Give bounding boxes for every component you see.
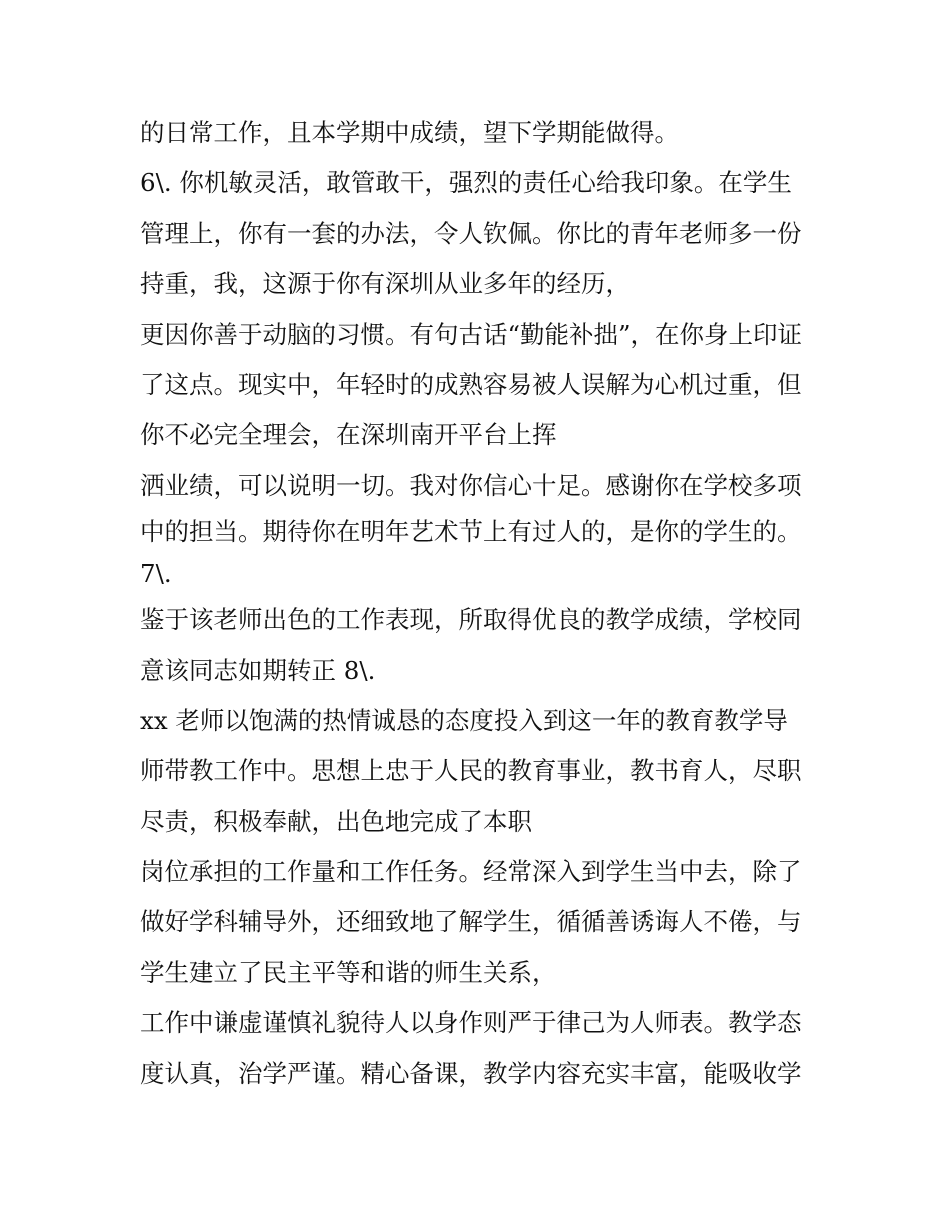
text-line: 管理上，你有一套的办法，令人钦佩。你比的青年老师多一份 [140, 218, 802, 248]
text-line: 更因你善于动脑的习惯。有句古话“勤能补拙”，在你身上印证 [140, 319, 803, 349]
text-line: 做好学科辅导外，还细致地了解学生，循循善诱诲人不倦，与 [140, 907, 802, 937]
text-line: 意该同志如期转正 8\. [140, 655, 376, 685]
text-line: 6\. 你机敏灵活，敢管敢干，强烈的责任心给我印象。在学生 [140, 168, 792, 198]
text-line: 的日常工作，且本学期中成绩，望下学期能做得。 [140, 118, 679, 147]
document-body [140, 108, 830, 1099]
text-line: 尽责，积极奉献，出色地完成了本职 [140, 806, 532, 836]
text-line: 7\. [140, 559, 172, 589]
text-line: 师带教工作中。思想上忠于人民的教育事业，教书育人，尽职 [140, 756, 802, 786]
text-line: 工作中谦虚谨慎礼貌待人以身作则严于律己为人师表。教学态 [140, 1008, 802, 1038]
text-line: 度认真，治学严谨。精心备课，教学内容充实丰富，能吸收学 [140, 1058, 802, 1088]
text-line: 学生建立了民主平等和谐的师生关系， [140, 957, 557, 987]
text-line: 持重，我，这源于你有深圳从业多年的经历， [140, 269, 630, 299]
text-line: 你不必完全理会，在深圳南开平台上挥 [140, 420, 557, 450]
text-line: 了这点。现实中，年轻时的成熟容易被人误解为心机过重，但 [140, 369, 802, 399]
text-line: 岗位承担的工作量和工作任务。经常深入到学生当中去，除了 [140, 857, 802, 887]
text-line: 鉴于该老师出色的工作表现，所取得优良的教学成绩，学校同 [140, 605, 802, 635]
text-line: 中的担当。期待你在明年艺术节上有过人的，是你的学生的。 [140, 517, 802, 547]
text-line: 洒业绩，可以说明一切。我对你信心十足。感谢你在学校多项 [140, 470, 802, 500]
text-line: xx 老师以饱满的热情诚恳的态度投入到这一年的教育教学导 [140, 705, 788, 735]
